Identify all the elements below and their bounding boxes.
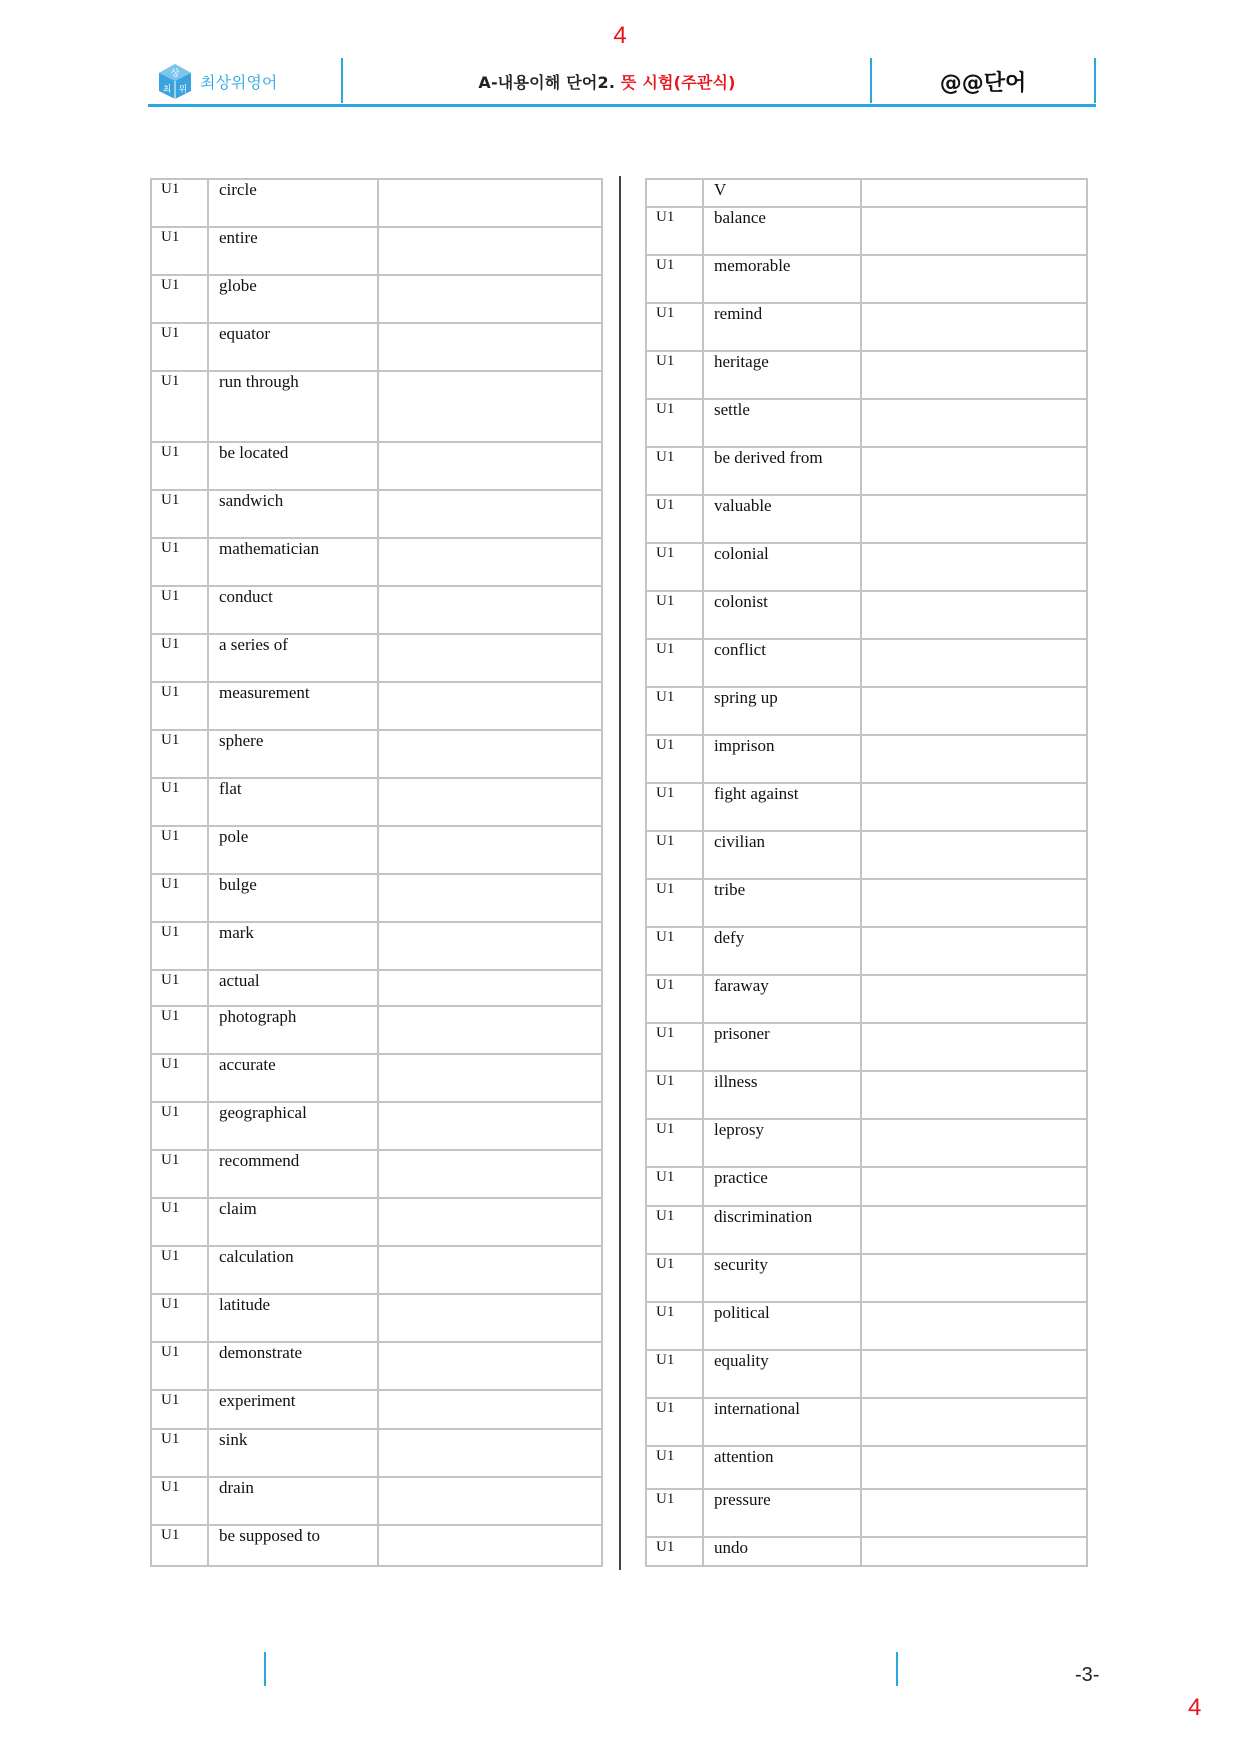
svg-text:위: 위 [178, 85, 188, 95]
word-cell: practice [703, 1167, 861, 1206]
word-cell: globe [208, 275, 378, 323]
word-cell: discrimination [703, 1206, 861, 1254]
answer-cell[interactable] [378, 371, 602, 442]
unit-cell: U1 [646, 447, 703, 495]
word-cell: defy [703, 927, 861, 975]
answer-cell[interactable] [378, 874, 602, 922]
vocab-row [646, 1302, 1087, 1350]
vocab-row [151, 1102, 602, 1150]
vocab-row [646, 543, 1087, 591]
word-cell: equality [703, 1350, 861, 1398]
vocab-row [151, 490, 602, 538]
unit-cell: U1 [646, 1023, 703, 1071]
answer-cell[interactable] [861, 399, 1087, 447]
unit-cell: U1 [151, 682, 208, 730]
unit-cell: U1 [646, 351, 703, 399]
unit-cell: U1 [151, 1342, 208, 1390]
vocab-row [646, 351, 1087, 399]
word-cell: calculation [208, 1246, 378, 1294]
unit-cell: U1 [646, 735, 703, 783]
vocab-row [151, 970, 602, 1006]
word-cell: equator [208, 323, 378, 371]
vocab-table-left [150, 178, 603, 1567]
word-cell: illness [703, 1071, 861, 1119]
answer-cell[interactable] [378, 778, 602, 826]
vocab-row [646, 1071, 1087, 1119]
vocab-row [646, 399, 1087, 447]
vocab-row [151, 442, 602, 490]
vocab-row [151, 323, 602, 371]
footer-divider [896, 1652, 898, 1686]
top-page-number: 4 [613, 22, 627, 49]
answer-cell[interactable] [861, 303, 1087, 351]
vocab-row [646, 179, 1087, 207]
word-cell: valuable [703, 495, 861, 543]
word-cell: conduct [208, 586, 378, 634]
brand-name: 최상위영어 [200, 73, 278, 92]
answer-cell[interactable] [861, 591, 1087, 639]
word-cell: accurate [208, 1054, 378, 1102]
answer-cell[interactable] [861, 179, 1087, 207]
vocab-row [151, 1390, 602, 1429]
unit-cell: U1 [646, 1350, 703, 1398]
answer-cell[interactable] [378, 1150, 602, 1198]
unit-cell: U1 [151, 227, 208, 275]
unit-cell: U1 [646, 927, 703, 975]
unit-cell: U1 [646, 1119, 703, 1167]
answer-cell[interactable] [861, 1254, 1087, 1302]
answer-cell[interactable] [378, 826, 602, 874]
word-cell: spring up [703, 687, 861, 735]
unit-cell: U1 [151, 1390, 208, 1429]
vocab-row [646, 255, 1087, 303]
svg-text:최: 최 [162, 85, 172, 95]
answer-cell[interactable] [861, 1302, 1087, 1350]
word-cell: sink [208, 1429, 378, 1477]
word-cell: photograph [208, 1006, 378, 1054]
vocab-row [151, 1342, 602, 1390]
bottom-page-number: 4 [1188, 1694, 1202, 1721]
unit-cell: U1 [151, 371, 208, 442]
vocab-row [646, 1350, 1087, 1398]
unit-cell: U1 [646, 255, 703, 303]
word-cell: settle [703, 399, 861, 447]
unit-cell: U1 [646, 1071, 703, 1119]
word-cell: prisoner [703, 1023, 861, 1071]
vocab-row [646, 1023, 1087, 1071]
unit-cell: U1 [151, 1198, 208, 1246]
answer-cell[interactable] [378, 227, 602, 275]
vocab-row [151, 1525, 602, 1566]
answer-cell[interactable] [378, 1102, 602, 1150]
answer-cell[interactable] [861, 975, 1087, 1023]
word-cell: bulge [208, 874, 378, 922]
unit-cell: U1 [151, 1150, 208, 1198]
answer-cell[interactable] [378, 179, 602, 227]
word-cell: circle [208, 179, 378, 227]
svg-text:상: 상 [170, 69, 180, 79]
vocab-row [151, 826, 602, 874]
vocab-row [646, 591, 1087, 639]
answer-cell[interactable] [861, 543, 1087, 591]
unit-cell: U1 [151, 1006, 208, 1054]
vocab-row [151, 179, 602, 227]
unit-cell: U1 [646, 687, 703, 735]
unit-cell: U1 [151, 1429, 208, 1477]
vocab-row [646, 1119, 1087, 1167]
answer-cell[interactable] [378, 922, 602, 970]
vocab-row [646, 975, 1087, 1023]
vocab-row [646, 687, 1087, 735]
word-cell: a series of [208, 634, 378, 682]
answer-cell[interactable] [861, 351, 1087, 399]
unit-cell: U1 [646, 303, 703, 351]
word-cell: conflict [703, 639, 861, 687]
worksheet-title [344, 70, 870, 93]
answer-cell[interactable] [861, 1350, 1087, 1398]
vocab-row [151, 1006, 602, 1054]
unit-cell: U1 [646, 1489, 703, 1537]
answer-cell[interactable] [861, 255, 1087, 303]
vocab-row [151, 874, 602, 922]
word-cell: attention [703, 1446, 861, 1489]
page-label: -3- [1075, 1664, 1100, 1686]
unit-cell: U1 [646, 207, 703, 255]
word-cell: sandwich [208, 490, 378, 538]
vocab-row [646, 1537, 1087, 1566]
answer-cell[interactable] [861, 927, 1087, 975]
vocab-row [646, 447, 1087, 495]
header-right-label: @@단어 [939, 71, 1027, 96]
vocab-row [151, 682, 602, 730]
answer-cell[interactable] [861, 1489, 1087, 1537]
unit-cell: U1 [646, 1446, 703, 1489]
answer-cell[interactable] [861, 1119, 1087, 1167]
worksheet-header [148, 58, 1096, 107]
word-cell: entire [208, 227, 378, 275]
answer-cell[interactable] [378, 634, 602, 682]
word-cell: pressure [703, 1489, 861, 1537]
answer-cell[interactable] [861, 1206, 1087, 1254]
unit-cell: U1 [646, 543, 703, 591]
word-cell: tribe [703, 879, 861, 927]
answer-cell[interactable] [861, 687, 1087, 735]
unit-cell: U1 [646, 1398, 703, 1446]
word-cell: international [703, 1398, 861, 1446]
vocab-row [646, 639, 1087, 687]
vocab-row [646, 303, 1087, 351]
word-cell: run through [208, 371, 378, 442]
unit-cell: U1 [646, 831, 703, 879]
answer-cell[interactable] [861, 1398, 1087, 1446]
word-cell: colonist [703, 591, 861, 639]
vocab-row [646, 207, 1087, 255]
vocab-row [151, 1246, 602, 1294]
answer-cell[interactable] [861, 831, 1087, 879]
answer-cell[interactable] [861, 1446, 1087, 1489]
vocab-row [646, 495, 1087, 543]
unit-cell: U1 [646, 879, 703, 927]
unit-cell: U1 [646, 1206, 703, 1254]
answer-cell[interactable] [378, 1294, 602, 1342]
word-cell: heritage [703, 351, 861, 399]
unit-cell: U1 [646, 1254, 703, 1302]
answer-cell[interactable] [378, 1342, 602, 1390]
word-cell: mathematician [208, 538, 378, 586]
word-cell: geographical [208, 1102, 378, 1150]
answer-cell[interactable] [861, 207, 1087, 255]
title-prefix: A-내용이해 단어2. [478, 73, 621, 92]
vocab-row [151, 1198, 602, 1246]
vocab-row [151, 922, 602, 970]
vocab-row [646, 831, 1087, 879]
word-cell: colonial [703, 543, 861, 591]
vocab-row [151, 778, 602, 826]
word-cell: demonstrate [208, 1342, 378, 1390]
word-cell: leprosy [703, 1119, 861, 1167]
word-cell: security [703, 1254, 861, 1302]
unit-cell: U1 [151, 179, 208, 227]
answer-cell[interactable] [378, 682, 602, 730]
unit-cell: U1 [151, 874, 208, 922]
vocab-row [151, 1429, 602, 1477]
answer-cell[interactable] [378, 1390, 602, 1429]
column-divider [619, 176, 621, 1570]
answer-cell[interactable] [378, 970, 602, 1006]
unit-cell: U1 [151, 490, 208, 538]
vocab-row [151, 371, 602, 442]
vocab-row [151, 275, 602, 323]
unit-cell: U1 [646, 591, 703, 639]
vocab-row [151, 227, 602, 275]
unit-cell: U1 [151, 275, 208, 323]
answer-cell[interactable] [378, 323, 602, 371]
word-cell: fight against [703, 783, 861, 831]
answer-cell[interactable] [378, 586, 602, 634]
word-cell: sphere [208, 730, 378, 778]
unit-cell: U1 [151, 1477, 208, 1525]
word-cell: faraway [703, 975, 861, 1023]
cube-logo-icon [156, 62, 194, 100]
word-cell: claim [208, 1198, 378, 1246]
answer-cell[interactable] [378, 1477, 602, 1525]
vocab-table-right [645, 178, 1088, 1567]
word-cell: undo [703, 1537, 861, 1566]
unit-cell: U1 [151, 826, 208, 874]
unit-cell: U1 [646, 495, 703, 543]
answer-cell[interactable] [861, 1167, 1087, 1206]
vocab-row [151, 1054, 602, 1102]
unit-cell: U1 [151, 1054, 208, 1102]
unit-cell: U1 [646, 975, 703, 1023]
unit-cell: U1 [151, 1525, 208, 1566]
answer-cell[interactable] [378, 442, 602, 490]
answer-cell[interactable] [378, 1429, 602, 1477]
answer-cell[interactable] [861, 447, 1087, 495]
unit-cell: U1 [151, 586, 208, 634]
unit-cell [646, 179, 703, 207]
unit-cell: U1 [151, 538, 208, 586]
word-cell: V [703, 179, 861, 207]
vocab-row [151, 1294, 602, 1342]
vocab-row [646, 1254, 1087, 1302]
vocab-row [151, 586, 602, 634]
word-cell: political [703, 1302, 861, 1350]
unit-cell: U1 [646, 1302, 703, 1350]
vocab-row [646, 783, 1087, 831]
title-highlight: 뜻 시험(주관식) [620, 73, 736, 92]
unit-cell: U1 [151, 634, 208, 682]
answer-cell[interactable] [378, 490, 602, 538]
unit-cell: U1 [646, 783, 703, 831]
word-cell: drain [208, 1477, 378, 1525]
answer-cell[interactable] [378, 275, 602, 323]
answer-cell[interactable] [861, 495, 1087, 543]
word-cell: recommend [208, 1150, 378, 1198]
answer-cell[interactable] [861, 1071, 1087, 1119]
answer-cell[interactable] [861, 1023, 1087, 1071]
vocab-row [646, 927, 1087, 975]
footer-divider [264, 1652, 266, 1686]
answer-cell[interactable] [861, 879, 1087, 927]
vocab-row [151, 730, 602, 778]
answer-cell[interactable] [861, 1537, 1087, 1566]
answer-cell[interactable] [378, 1198, 602, 1246]
answer-cell[interactable] [378, 1054, 602, 1102]
header-divider [341, 58, 343, 103]
unit-cell: U1 [151, 922, 208, 970]
unit-cell: U1 [646, 639, 703, 687]
answer-cell[interactable] [861, 783, 1087, 831]
unit-cell: U1 [151, 1246, 208, 1294]
unit-cell: U1 [151, 730, 208, 778]
unit-cell: U1 [646, 1167, 703, 1206]
header-divider [1094, 58, 1096, 103]
vocab-row [151, 1477, 602, 1525]
vocab-row [646, 1206, 1087, 1254]
answer-cell[interactable] [378, 1006, 602, 1054]
unit-cell: U1 [646, 399, 703, 447]
word-cell: be supposed to [208, 1525, 378, 1566]
unit-cell: U1 [151, 778, 208, 826]
vocab-row [646, 1167, 1087, 1206]
word-cell: be located [208, 442, 378, 490]
word-cell: pole [208, 826, 378, 874]
word-cell: be derived from [703, 447, 861, 495]
word-cell: remind [703, 303, 861, 351]
vocab-row [646, 879, 1087, 927]
word-cell: balance [703, 207, 861, 255]
unit-cell: U1 [151, 970, 208, 1006]
word-cell: civilian [703, 831, 861, 879]
answer-cell[interactable] [378, 538, 602, 586]
answer-cell[interactable] [378, 1525, 602, 1566]
vocab-row [646, 1398, 1087, 1446]
word-cell: latitude [208, 1294, 378, 1342]
unit-cell: U1 [151, 1102, 208, 1150]
word-cell: experiment [208, 1390, 378, 1429]
word-cell: mark [208, 922, 378, 970]
vocab-row [151, 634, 602, 682]
unit-cell: U1 [151, 323, 208, 371]
word-cell: measurement [208, 682, 378, 730]
vocab-row [646, 1489, 1087, 1537]
answer-cell[interactable] [861, 735, 1087, 783]
answer-cell[interactable] [861, 639, 1087, 687]
unit-cell: U1 [151, 1294, 208, 1342]
vocab-row [151, 538, 602, 586]
word-cell: imprison [703, 735, 861, 783]
unit-cell: U1 [151, 442, 208, 490]
vocab-row [646, 735, 1087, 783]
vocab-row [151, 1150, 602, 1198]
word-cell: memorable [703, 255, 861, 303]
word-cell: flat [208, 778, 378, 826]
answer-cell[interactable] [378, 730, 602, 778]
word-cell: actual [208, 970, 378, 1006]
answer-cell[interactable] [378, 1246, 602, 1294]
vocab-row [646, 1446, 1087, 1489]
unit-cell: U1 [646, 1537, 703, 1566]
